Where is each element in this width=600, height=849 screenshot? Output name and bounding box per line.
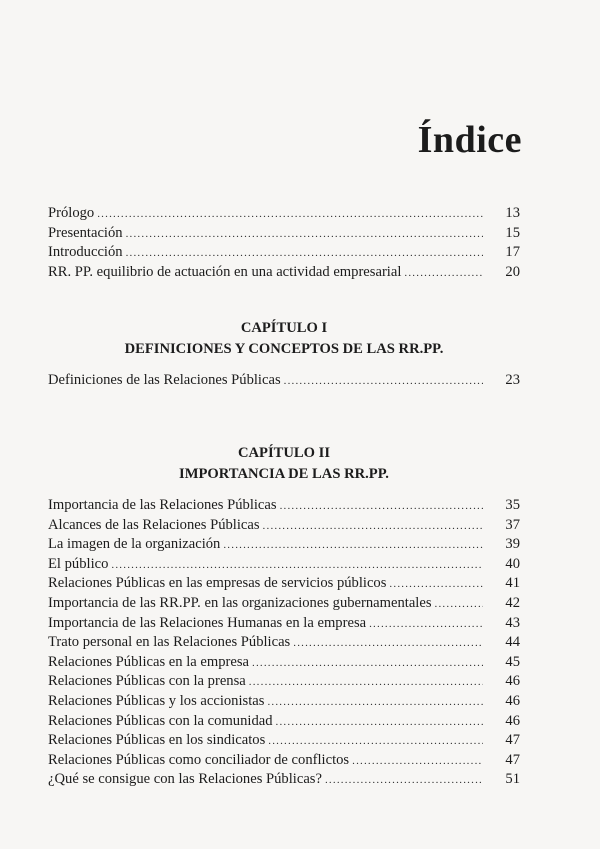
toc-entry-label: El público (48, 555, 109, 572)
toc-entry-label: Introducción (48, 244, 123, 261)
toc-entry-label: Importancia de las RR.PP. en las organizaciones gubernamentales (48, 594, 432, 611)
dot-leader (389, 578, 483, 590)
toc-entry (48, 575, 520, 595)
toc-entry (48, 732, 520, 752)
toc-entry-page: 44 (505, 634, 520, 651)
dot-leader (126, 228, 483, 240)
toc-entry-page: 15 (505, 224, 520, 241)
toc-entry (48, 372, 520, 392)
toc-entry (48, 693, 520, 713)
toc-entry-label: Relaciones Públicas y los accionistas (48, 692, 265, 709)
chapter-number: CAPÍTULO II (237, 445, 331, 461)
toc-entry (48, 634, 520, 654)
dot-leader (267, 696, 483, 708)
toc-entry (48, 713, 520, 733)
toc-entry-page: 51 (505, 771, 520, 788)
toc-entry (48, 244, 520, 264)
toc-entry-page: 17 (505, 244, 520, 261)
toc-entry-page: 47 (505, 732, 520, 749)
dot-leader (126, 247, 483, 259)
toc-entry-page: 42 (505, 594, 520, 611)
toc-entry-label: ¿Qué se consigue con las Relaciones Públicas? (48, 771, 322, 788)
toc-entry (48, 556, 520, 576)
dot-leader (435, 598, 483, 610)
toc-entry-label: Relaciones Públicas en la empresa (48, 653, 249, 670)
toc-entry-label: Relaciones Públicas en los sindicatos (48, 732, 266, 749)
toc-entry-page: 47 (505, 751, 520, 768)
dot-leader (111, 559, 483, 571)
page-title: Índice (417, 119, 522, 161)
toc-entry-label: Importancia de las Relaciones Humanas en la empresa (48, 614, 367, 631)
toc-entry-page: 23 (505, 372, 520, 388)
toc-entry (48, 497, 520, 517)
toc-entry (48, 771, 520, 791)
toc-entry-label: Relaciones Públicas en las empresas de servicios públicos (48, 575, 387, 592)
chapter-1-list (48, 372, 520, 392)
toc-entry-label: RR. PP. equilibrio de actuación en una actividad empresarial (48, 263, 402, 280)
dot-leader (268, 735, 483, 747)
toc-entry-label: Alcances de las Relaciones Públicas (48, 516, 260, 533)
toc-entry (48, 225, 520, 245)
toc-entry-label: Relaciones Públicas con la comunidad (48, 712, 273, 729)
toc-entry-page: 35 (505, 497, 520, 513)
dot-leader (404, 267, 483, 279)
toc-entry (48, 654, 520, 674)
chapter-2-list (48, 497, 520, 791)
chapter-1-heading (48, 318, 520, 360)
chapter-number: CAPÍTULO I (240, 320, 328, 336)
dot-leader (249, 676, 483, 688)
toc-entry (48, 264, 520, 284)
dot-leader (97, 208, 483, 220)
chapter-subtitle: IMPORTANCIA DE LAS RR.PP. (179, 466, 389, 482)
toc-entry-page: 37 (505, 516, 520, 533)
toc-entry-label: Prólogo (48, 205, 95, 221)
toc-entry (48, 595, 520, 615)
dot-leader (252, 657, 483, 669)
toc-entry-page: 46 (505, 692, 520, 709)
toc-entry-page: 43 (505, 614, 520, 631)
dot-leader (369, 618, 483, 630)
toc-entry-page: 13 (505, 205, 520, 221)
toc-entry-page: 39 (505, 536, 520, 553)
toc-entry-label: Trato personal en las Relaciones Públicas (48, 634, 291, 651)
toc-entry (48, 536, 520, 556)
toc-entry (48, 205, 520, 225)
chapter-2-heading (48, 443, 520, 485)
dot-leader (280, 500, 483, 512)
toc-entry (48, 517, 520, 537)
toc-entry-label: La imagen de la organización (48, 536, 221, 553)
toc-entry-label: Presentación (48, 224, 123, 241)
toc-entry (48, 673, 520, 693)
dot-leader (223, 539, 483, 551)
toc-entry-page: 20 (505, 263, 520, 280)
toc-entry (48, 615, 520, 635)
toc-entry-label: Importancia de las Relaciones Públicas (48, 497, 277, 513)
front-matter-list (48, 205, 520, 283)
toc-entry-page: 46 (505, 673, 520, 690)
dot-leader (352, 755, 483, 767)
dot-leader (325, 774, 483, 786)
dot-leader (263, 520, 483, 532)
dot-leader (293, 637, 483, 649)
toc-entry (48, 752, 520, 772)
dot-leader (276, 716, 483, 728)
toc-entry-page: 46 (505, 712, 520, 729)
chapter-subtitle: DEFINICIONES Y CONCEPTOS DE LAS RR.PP. (124, 341, 444, 357)
toc-entry-page: 40 (505, 555, 520, 572)
toc-entry-label: Relaciones Públicas con la prensa (48, 673, 246, 690)
toc-entry-label: Definiciones de las Relaciones Públicas (48, 372, 281, 388)
toc-entry-page: 41 (505, 575, 520, 592)
toc-entry-label: Relaciones Públicas como conciliador de conflictos (48, 751, 350, 768)
toc-entry-page: 45 (505, 653, 520, 670)
dot-leader (284, 375, 483, 387)
